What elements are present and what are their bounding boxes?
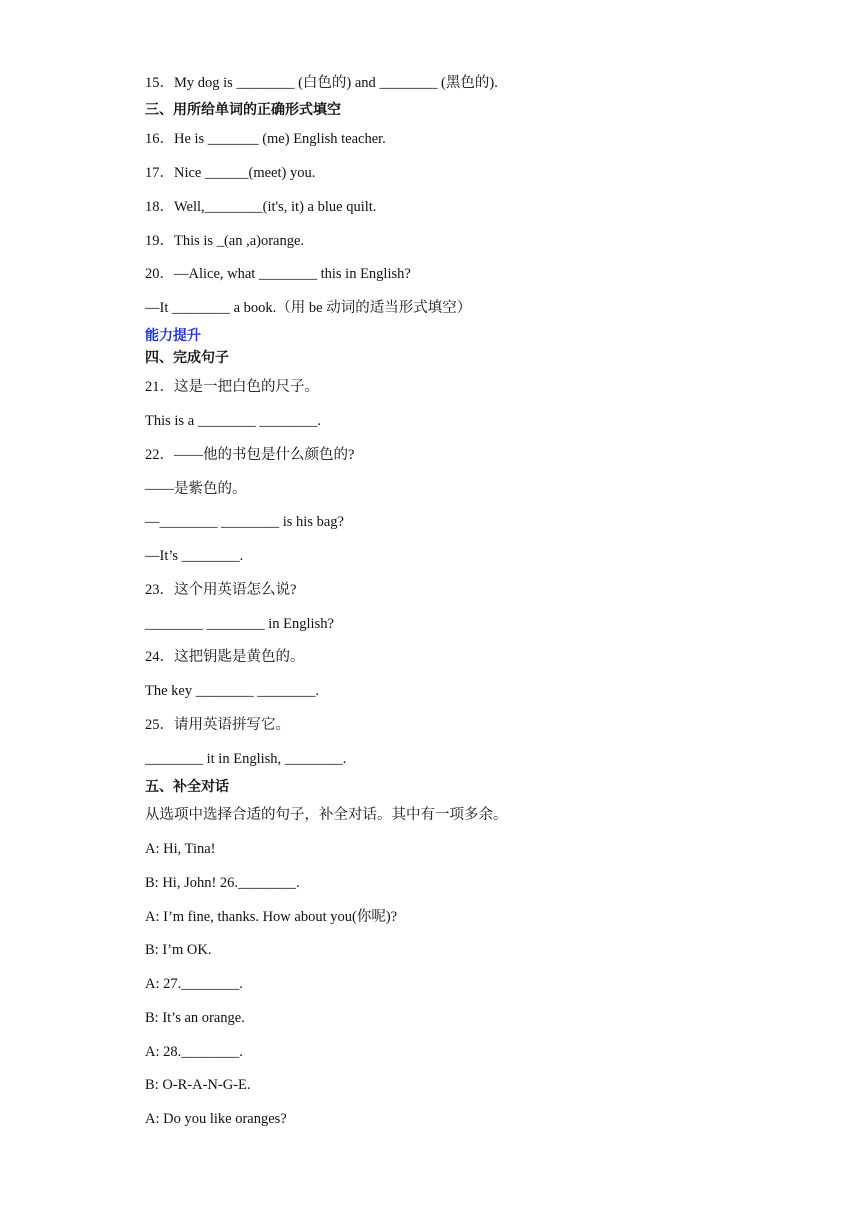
question-21: 21．这是一把白色的尺子。: [145, 379, 319, 395]
section-heading-5: 五、补全对话: [145, 779, 229, 795]
dialog-line: B: O-R-A-N-G-E.: [145, 1077, 251, 1093]
question-17: 17．Nice ______(meet) you.: [145, 165, 316, 181]
dialog-line: B: Hi, John! 26.________.: [145, 875, 300, 891]
dialog-line: A: Do you like oranges?: [145, 1111, 287, 1127]
question-22: 22．——他的书包是什么颜色的?: [145, 447, 355, 463]
dialog-line: A: 28.________.: [145, 1044, 243, 1060]
question-18: 18．Well,________(it's, it) a blue quilt.: [145, 199, 377, 215]
question-20-answer-line: —It ________ a book.（用 be 动词的适当形式填空）: [145, 300, 472, 316]
question-24-answer-line: The key ________ ________.: [145, 683, 319, 699]
question-22-answer-line-1: —________ ________ is his bag?: [145, 514, 344, 530]
dialog-line: B: It’s an orange.: [145, 1010, 245, 1026]
section-heading-3: 三、用所给单词的正确形式填空: [145, 102, 341, 118]
dialog-line: A: Hi, Tina!: [145, 841, 216, 857]
dialog-line: A: I’m fine, thanks. How about you(你呢)?: [145, 909, 398, 925]
dialog-line: B: I’m OK.: [145, 942, 212, 958]
ability-heading: 能力提升: [145, 328, 201, 344]
question-21-answer-line: This is a ________ ________.: [145, 413, 322, 429]
question-19: 19．This is _(an ,a)orange.: [145, 233, 305, 249]
question-20: 20．—Alice, what ________ this in English?: [145, 266, 411, 282]
question-23: 23．这个用英语怎么说?: [145, 582, 297, 598]
question-22-answer-line-2: —It’s ________.: [145, 548, 244, 564]
question-16: 16．He is _______ (me) English teacher.: [145, 131, 386, 147]
question-15: 15．My dog is ________ (白色的) and ________ (黑色的).: [145, 75, 498, 91]
section-heading-4: 四、完成句子: [145, 350, 229, 366]
question-22-line-2: ——是紫色的。: [145, 481, 247, 497]
question-25: 25．请用英语拼写它。: [145, 717, 290, 733]
dialog-line: A: 27.________.: [145, 976, 243, 992]
question-24: 24．这把钥匙是黄色的。: [145, 649, 305, 665]
question-25-answer-line: ________ it in English, ________.: [145, 751, 347, 767]
question-23-answer-line: ________ ________ in English?: [145, 616, 334, 632]
dialog-instructions: 从选项中选择合适的句子，补全对话。其中有一项多余。: [145, 807, 508, 823]
